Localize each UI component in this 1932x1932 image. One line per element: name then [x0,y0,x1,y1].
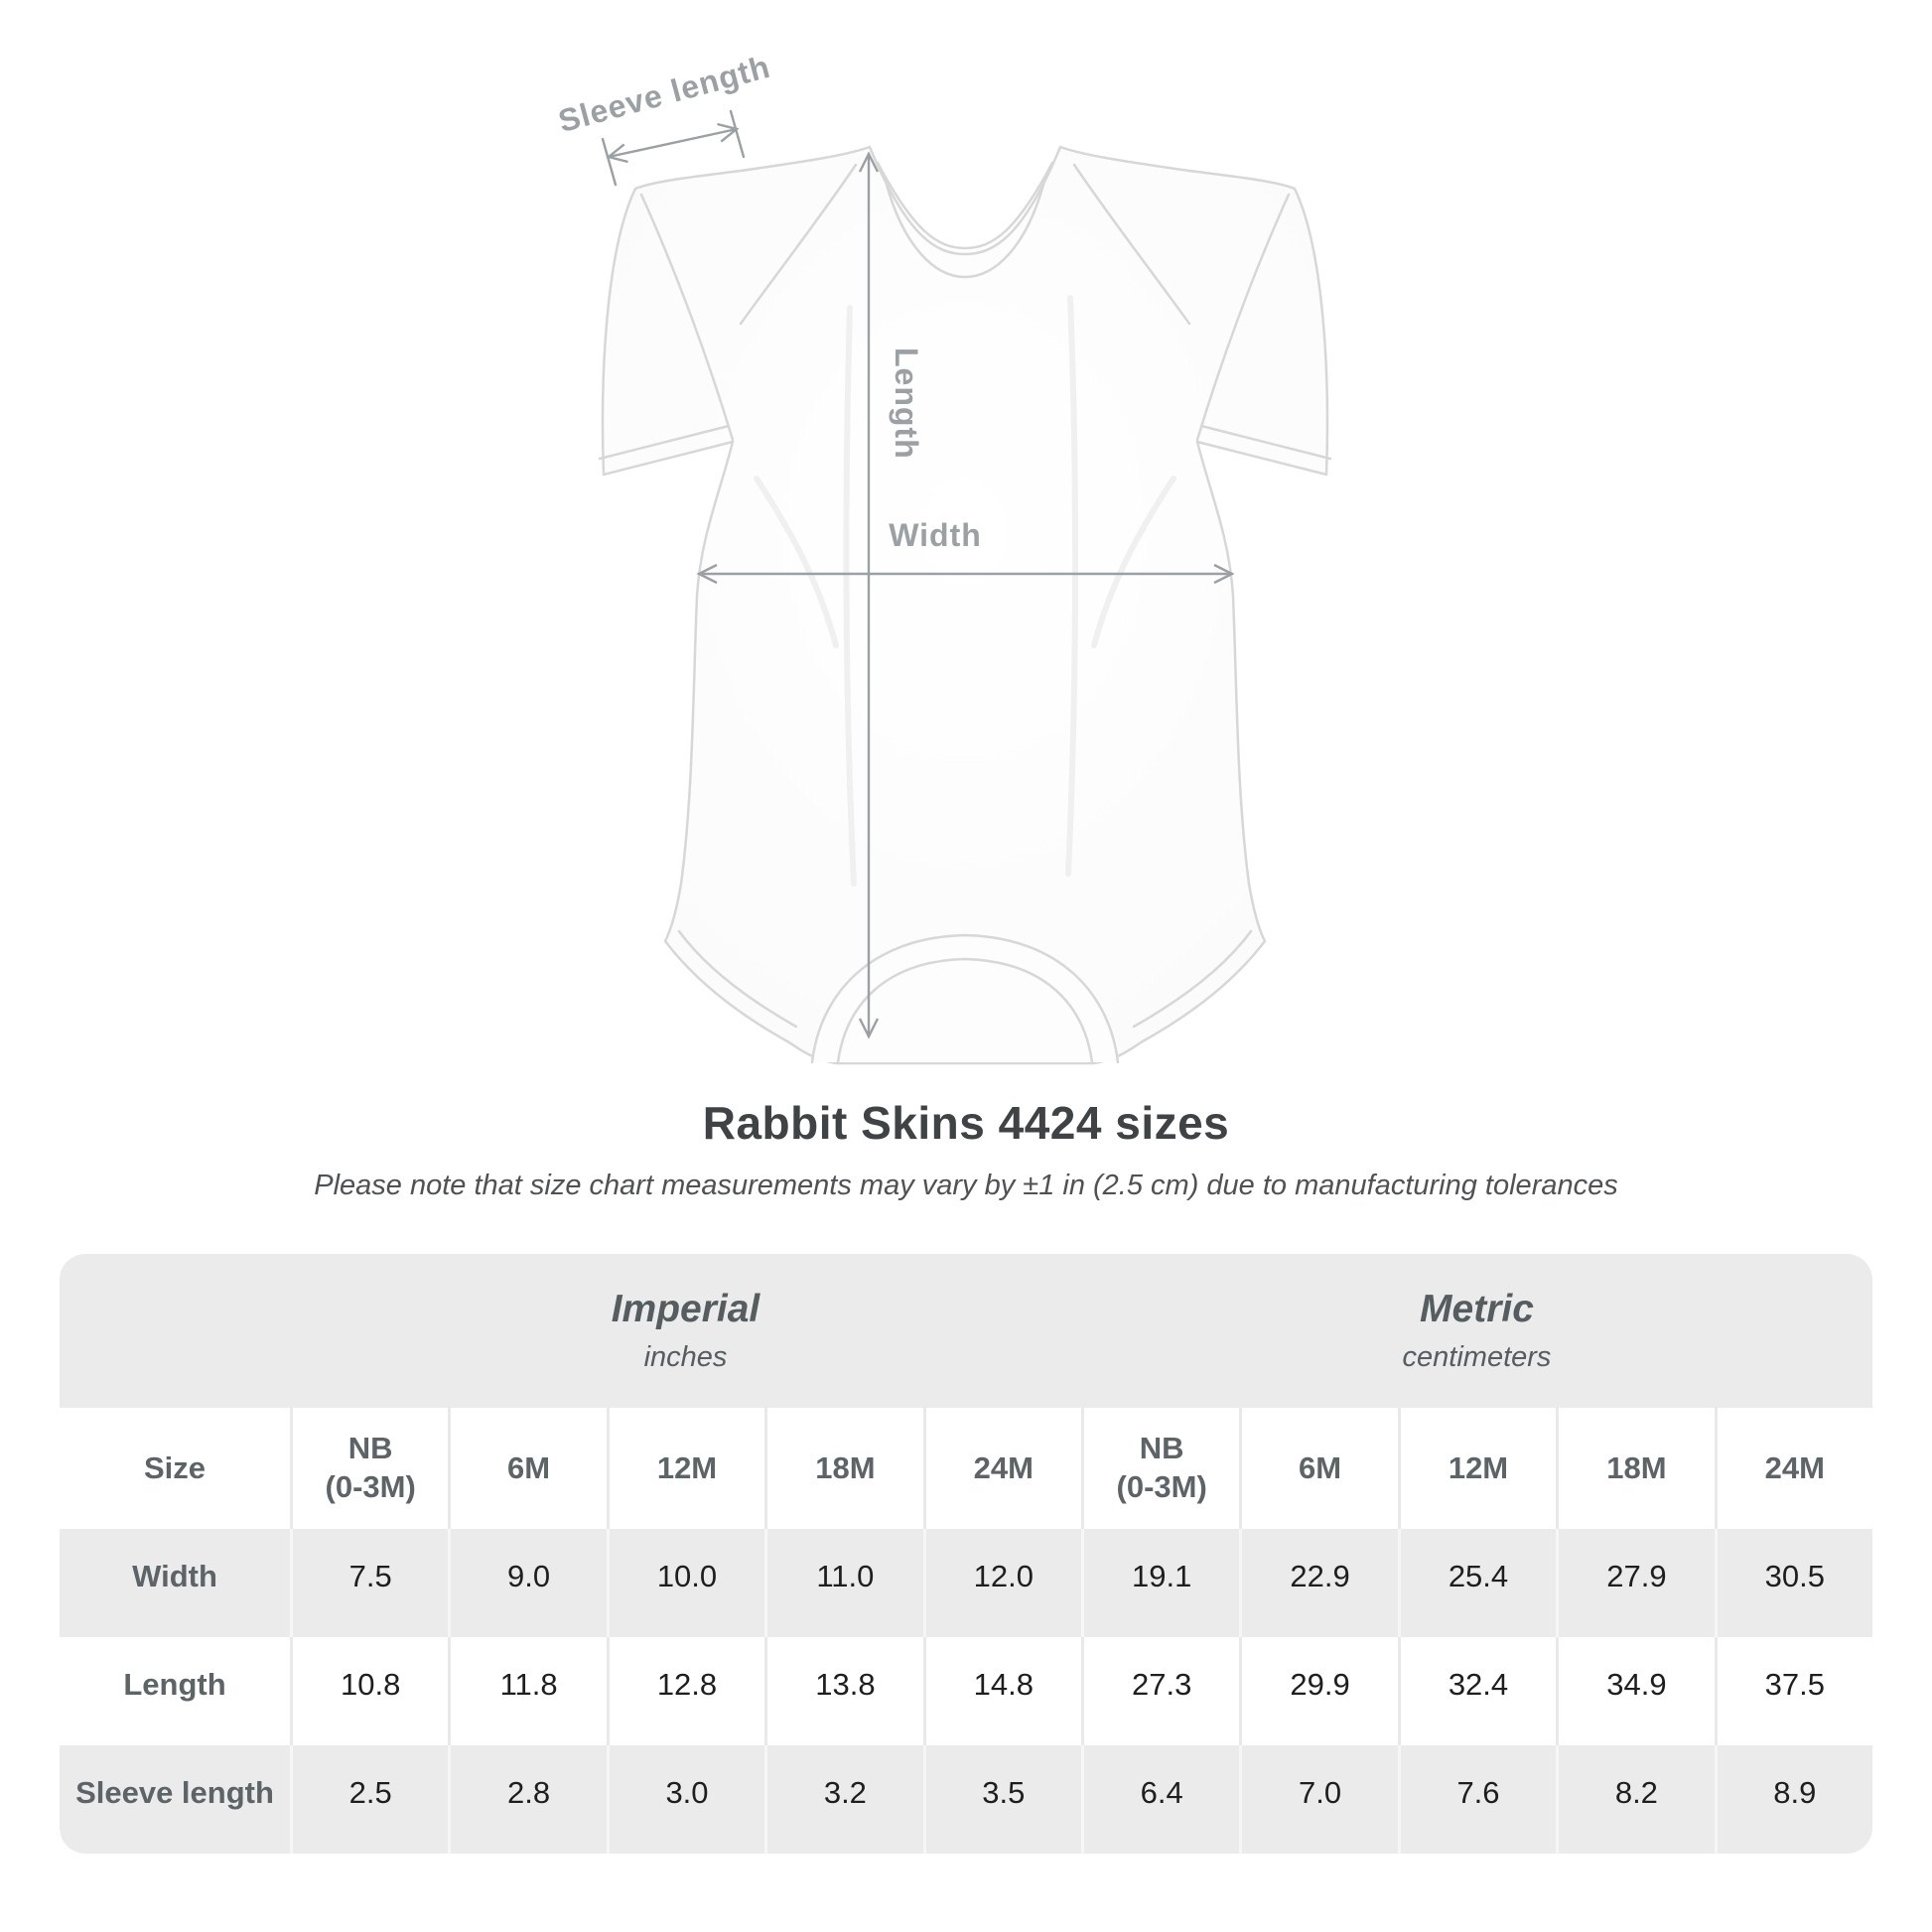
row-label: Sleeve length [75,1775,274,1810]
cell-value: 19.1 [1132,1559,1192,1593]
table-cell [1556,1745,1714,1854]
size-header-label: Size [143,1449,207,1485]
tolerance-note: Please note that size chart measurements may vary by ±1 in (2.5 cm) due to manufacturing tolerances [314,1170,1618,1201]
length-label: Length [889,347,924,460]
table-cell [290,1637,448,1745]
cell-value: 8.9 [1773,1775,1817,1810]
row-label-sleeve-length [60,1745,290,1854]
row-label: Width [132,1559,217,1593]
size-header-cell [60,1408,290,1529]
cell-value: 37.5 [1764,1667,1825,1702]
table-cell [1715,1745,1872,1854]
row-label-length [60,1637,290,1745]
cell-value: 3.0 [665,1775,709,1810]
table-cell [764,1637,922,1745]
table-cell [448,1529,606,1637]
unit-header-metric [1081,1254,1872,1408]
column-header-label: 24M [973,1449,1034,1485]
cell-value: 12.8 [656,1667,718,1702]
cell-value: 7.0 [1299,1775,1342,1810]
column-header [1556,1408,1714,1529]
table-cell [1239,1745,1397,1854]
column-header [1081,1408,1239,1529]
column-header-label: 6M [1299,1449,1342,1485]
width-label: Width [889,517,982,553]
column-header-label: NB [1139,1431,1184,1466]
cell-value: 12.0 [973,1559,1034,1593]
cell-value: 22.9 [1290,1559,1350,1593]
column-header-label: 24M [1764,1449,1825,1485]
table-cell [1081,1637,1239,1745]
column-header-label: 12M [656,1449,718,1485]
column-header [923,1408,1081,1529]
onesie-body-outline [603,147,1327,1063]
column-header-label: 18M [815,1449,876,1485]
column-header [607,1408,764,1529]
table-cell [923,1745,1081,1854]
unit-header-corner [60,1254,290,1408]
table-cell [923,1637,1081,1745]
table-cell [1398,1745,1556,1854]
sleeve-dimension-tick-right [731,111,744,157]
table-cell [764,1745,922,1854]
column-header [448,1408,606,1529]
column-header [290,1408,448,1529]
cell-value: 7.6 [1456,1775,1500,1810]
column-header-sublabel: (0-3M) [1116,1469,1207,1504]
row-label: Length [123,1667,226,1702]
table-cell [448,1745,606,1854]
cell-value: 27.3 [1132,1667,1192,1702]
row-label-width [60,1529,290,1637]
column-header [1398,1408,1556,1529]
column-header-sublabel: (0-3M) [325,1469,416,1504]
table-cell [1398,1529,1556,1637]
cell-value: 32.4 [1448,1667,1509,1702]
column-header [1715,1408,1872,1529]
cell-value: 29.9 [1290,1667,1350,1702]
table-cell [923,1529,1081,1637]
unit-header-imperial [290,1254,1081,1408]
sleeve-dimension-tick-left [603,139,616,185]
heading-block [0,1096,1932,1202]
cell-value: 14.8 [973,1667,1034,1702]
size-table-container [60,1254,1872,1854]
onesie-garment [600,147,1330,1063]
metric-label: Metric [1420,1288,1534,1330]
cell-value: 6.4 [1140,1775,1183,1810]
table-cell [1398,1637,1556,1745]
table-cell [1239,1529,1397,1637]
cell-value: 30.5 [1764,1559,1825,1593]
table-cell [1715,1637,1872,1745]
cell-value: 10.0 [656,1559,718,1593]
table-cell [290,1745,448,1854]
cell-value: 2.8 [507,1775,551,1810]
imperial-label: Imperial [611,1288,760,1330]
column-header-label: 18M [1606,1449,1667,1485]
page-title: Rabbit Skins 4424 sizes [702,1097,1230,1149]
cell-value: 34.9 [1606,1667,1667,1702]
cell-value: 11.8 [499,1667,558,1702]
cell-value: 13.8 [815,1667,876,1702]
column-header-label: NB [347,1431,393,1466]
table-cell [448,1637,606,1745]
table-cell [1081,1745,1239,1854]
column-header-label: 12M [1448,1449,1509,1485]
cell-value: 8.2 [1614,1775,1658,1810]
cell-value: 9.0 [507,1559,551,1593]
cell-value: 11.0 [816,1559,875,1593]
metric-unit-label: centimeters [1402,1341,1552,1373]
column-header-label: 6M [507,1449,551,1485]
cell-value: 27.9 [1606,1559,1667,1593]
table-cell [607,1529,764,1637]
sleeve-length-label: Sleeve length [554,48,774,140]
size-table [60,1254,1872,1854]
table-cell [607,1637,764,1745]
cell-value: 3.5 [982,1775,1026,1810]
cell-value: 3.2 [823,1775,867,1810]
table-cell [1239,1637,1397,1745]
table-cell [1556,1529,1714,1637]
table-cell [1556,1637,1714,1745]
table-cell [764,1529,922,1637]
cell-value: 2.5 [348,1775,392,1810]
column-header [1239,1408,1397,1529]
table-cell [290,1529,448,1637]
cell-value: 7.5 [348,1559,392,1593]
table-cell [607,1745,764,1854]
cell-value: 10.8 [341,1667,401,1702]
table-cell [1715,1529,1872,1637]
cell-value: 25.4 [1448,1559,1509,1593]
table-cell [1081,1529,1239,1637]
imperial-unit-label: inches [643,1341,728,1373]
column-header [764,1408,922,1529]
